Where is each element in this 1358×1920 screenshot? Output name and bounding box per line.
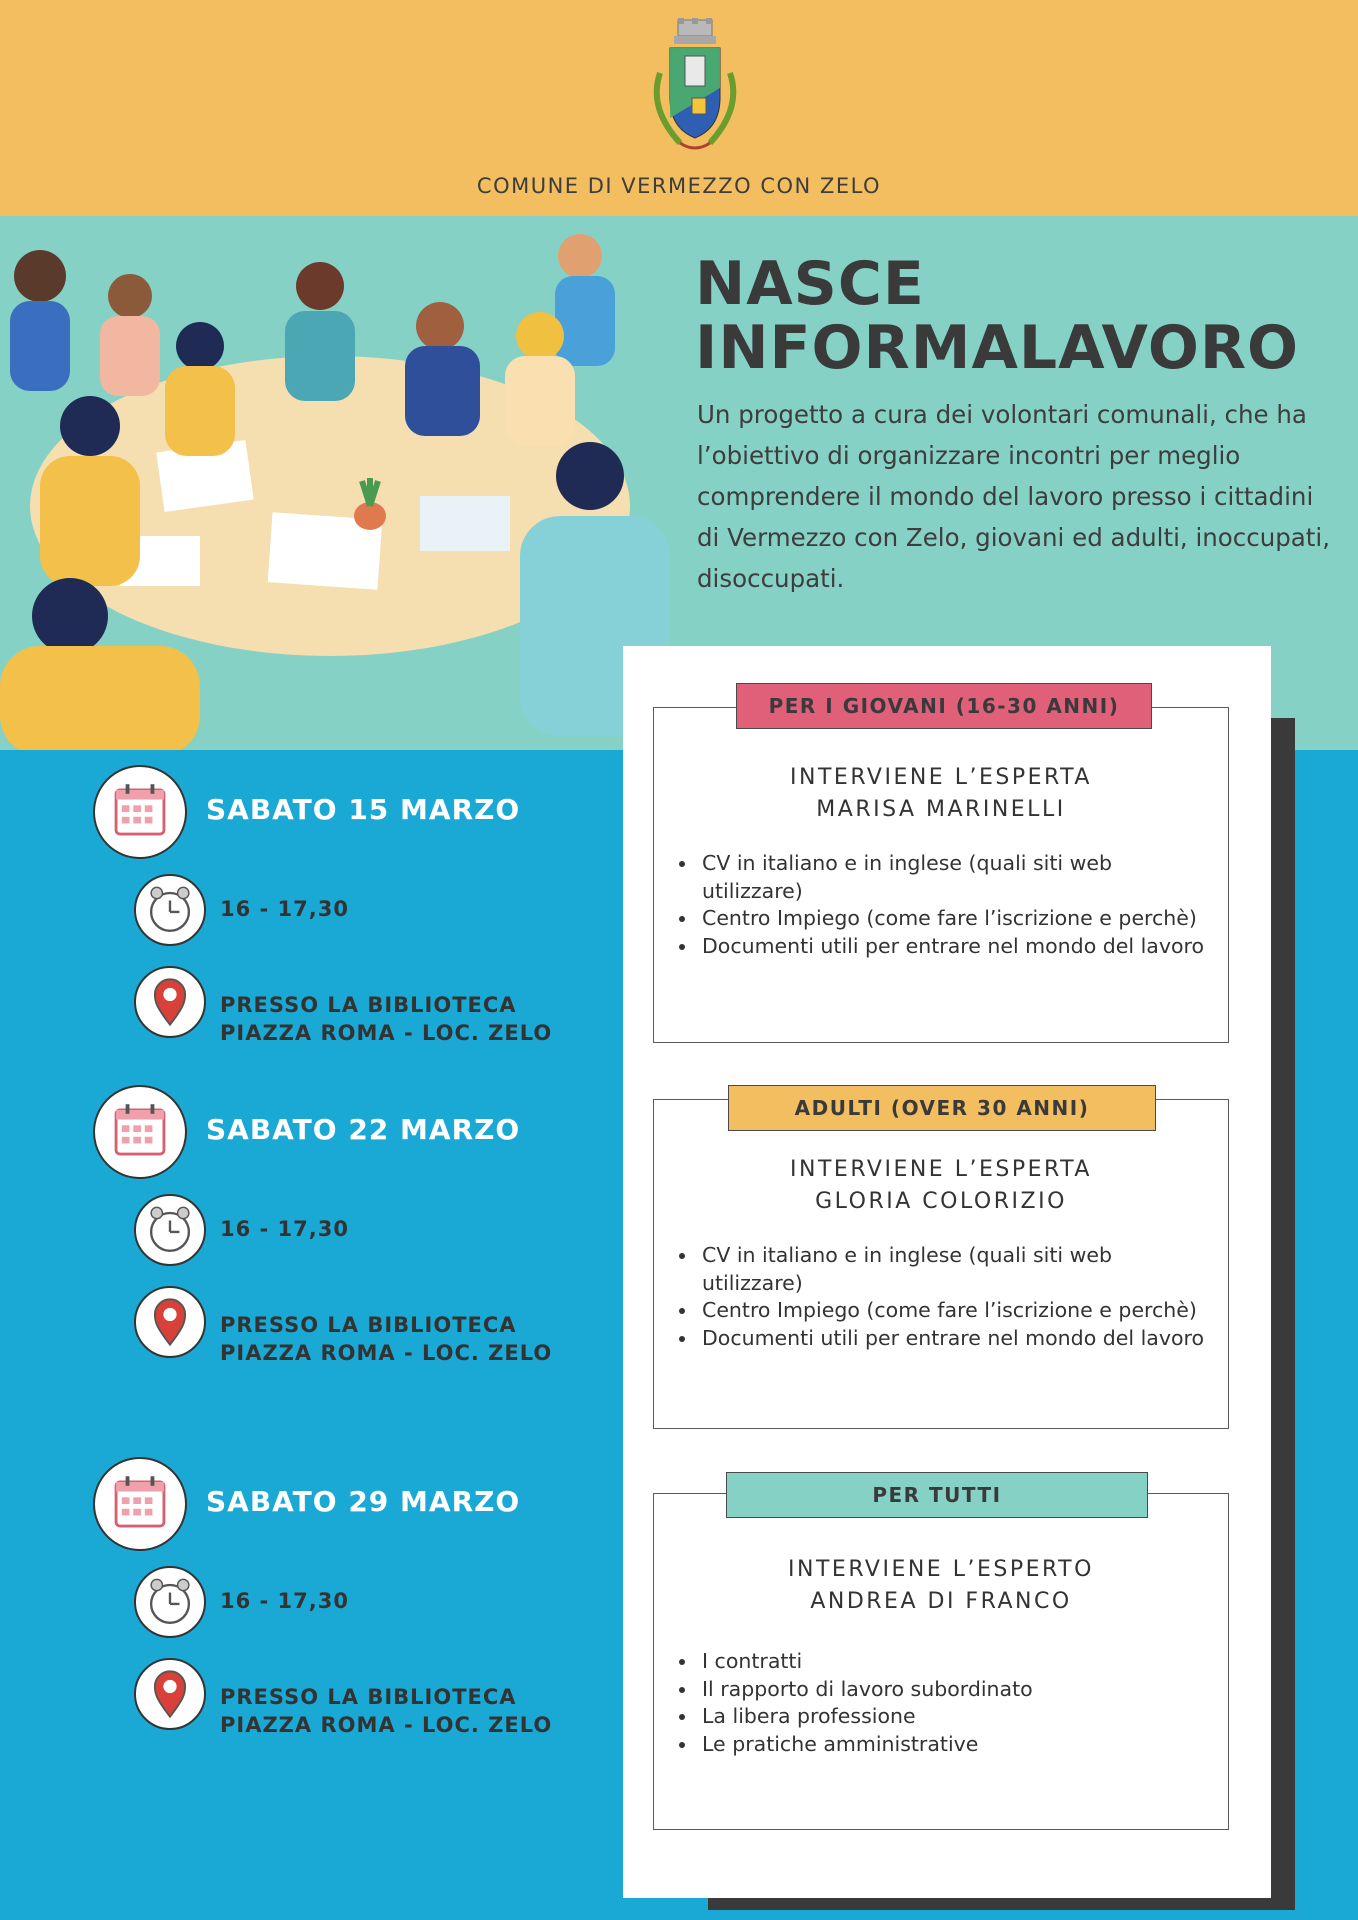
session-location: [220, 1311, 552, 1367]
clock-icon-wrap: [134, 1566, 206, 1638]
session-card-giovani: [653, 707, 1229, 1043]
expert-intro: INTERVIENE L’ESPERTA: [790, 765, 1092, 790]
pin-icon-wrap: [134, 966, 206, 1038]
session-card-tutti: [653, 1493, 1229, 1830]
calendar-icon: [95, 1459, 185, 1549]
audience-tag-giovani: PER I GIOVANI (16-30 ANNI): [736, 683, 1152, 729]
list-item: • Il rapporto di lavoro subordinato: [698, 1676, 1218, 1704]
crest-icon: [640, 18, 750, 158]
alarm-clock-icon: [136, 876, 204, 944]
location-line-1: PRESSO LA BIBLIOTECA: [220, 1313, 517, 1337]
topic-list: [676, 1242, 1218, 1352]
list-item: • Centro Impiego (come fare l’iscrizione e perchè): [698, 1297, 1218, 1325]
list-item: • La libera professione: [698, 1703, 1218, 1731]
alarm-clock-icon: [136, 1568, 204, 1636]
expert-intro: INTERVIENE L’ESPERTO: [788, 1557, 1094, 1582]
municipality-name: COMUNE DI VERMEZZO CON ZELO: [476, 174, 882, 198]
header: [0, 0, 1358, 216]
calendar-icon: [95, 1087, 185, 1177]
page-title: [695, 249, 1300, 383]
title-line-2: INFORMALAVORO: [695, 313, 1300, 383]
expert-heading: [654, 1154, 1228, 1218]
session-location: [220, 1683, 552, 1739]
intro-paragraph: Un progetto a cura dei volontari comunali, che ha l’obiettivo di organizzare incontri per meglio comprendere il mondo del lavoro presso i cittadini di Vermezzo con Zelo, giovani ed adulti, inoccupati, disoccupati.: [697, 400, 1331, 593]
expert-name: GLORIA COLORIZIO: [815, 1189, 1067, 1214]
alarm-clock-icon: [136, 1196, 204, 1264]
list-item: • I contratti: [698, 1648, 1218, 1676]
topic-list: [676, 850, 1218, 960]
team-meeting-illustration: [0, 216, 680, 750]
session-time: 16 - 17,30: [220, 1589, 349, 1613]
location-pin-icon: [136, 968, 204, 1036]
location-pin-icon: [136, 1288, 204, 1356]
list-item: • CV in italiano e in inglese (quali siti web utilizzare): [698, 1242, 1218, 1297]
session-date: SABATO 15 MARZO: [206, 793, 521, 826]
location-line-1: PRESSO LA BIBLIOTECA: [220, 993, 517, 1017]
expert-heading: [654, 1554, 1228, 1618]
list-item: • Documenti utili per entrare nel mondo del lavoro: [698, 1325, 1218, 1353]
list-item: • CV in italiano e in inglese (quali siti web utilizzare): [698, 850, 1218, 905]
topic-list: [676, 1648, 1218, 1758]
pin-icon-wrap: [134, 1286, 206, 1358]
list-item: • Centro Impiego (come fare l’iscrizione e perchè): [698, 905, 1218, 933]
session-card-adulti: [653, 1099, 1229, 1429]
session-time: 16 - 17,30: [220, 1217, 349, 1241]
clock-icon-wrap: [134, 874, 206, 946]
expert-intro: INTERVIENE L’ESPERTA: [790, 1157, 1092, 1182]
expert-heading: [654, 762, 1228, 826]
location-line-2: PIAZZA ROMA - LOC. ZELO: [220, 1021, 553, 1045]
expert-name: MARISA MARINELLI: [816, 797, 1066, 822]
session-date: SABATO 22 MARZO: [206, 1113, 521, 1146]
session-time: 16 - 17,30: [220, 897, 349, 921]
expert-name: ANDREA DI FRANCO: [810, 1589, 1072, 1614]
title-line-1: NASCE: [695, 249, 925, 319]
list-item: • Documenti utili per entrare nel mondo del lavoro: [698, 933, 1218, 961]
pin-icon-wrap: [134, 1658, 206, 1730]
location-line-2: PIAZZA ROMA - LOC. ZELO: [220, 1341, 553, 1365]
location-pin-icon: [136, 1660, 204, 1728]
audience-tag-tutti: PER TUTTI: [726, 1472, 1148, 1518]
clock-icon-wrap: [134, 1194, 206, 1266]
location-line-1: PRESSO LA BIBLIOTECA: [220, 1685, 517, 1709]
audience-tag-adulti: ADULTI (OVER 30 ANNI): [728, 1085, 1156, 1131]
calendar-icon-wrap: [93, 765, 187, 859]
session-date: SABATO 29 MARZO: [206, 1485, 521, 1518]
list-item: • Le pratiche amministrative: [698, 1731, 1218, 1759]
session-location: [220, 991, 552, 1047]
calendar-icon: [95, 767, 185, 857]
location-line-2: PIAZZA ROMA - LOC. ZELO: [220, 1713, 553, 1737]
calendar-icon-wrap: [93, 1457, 187, 1551]
calendar-icon-wrap: [93, 1085, 187, 1179]
